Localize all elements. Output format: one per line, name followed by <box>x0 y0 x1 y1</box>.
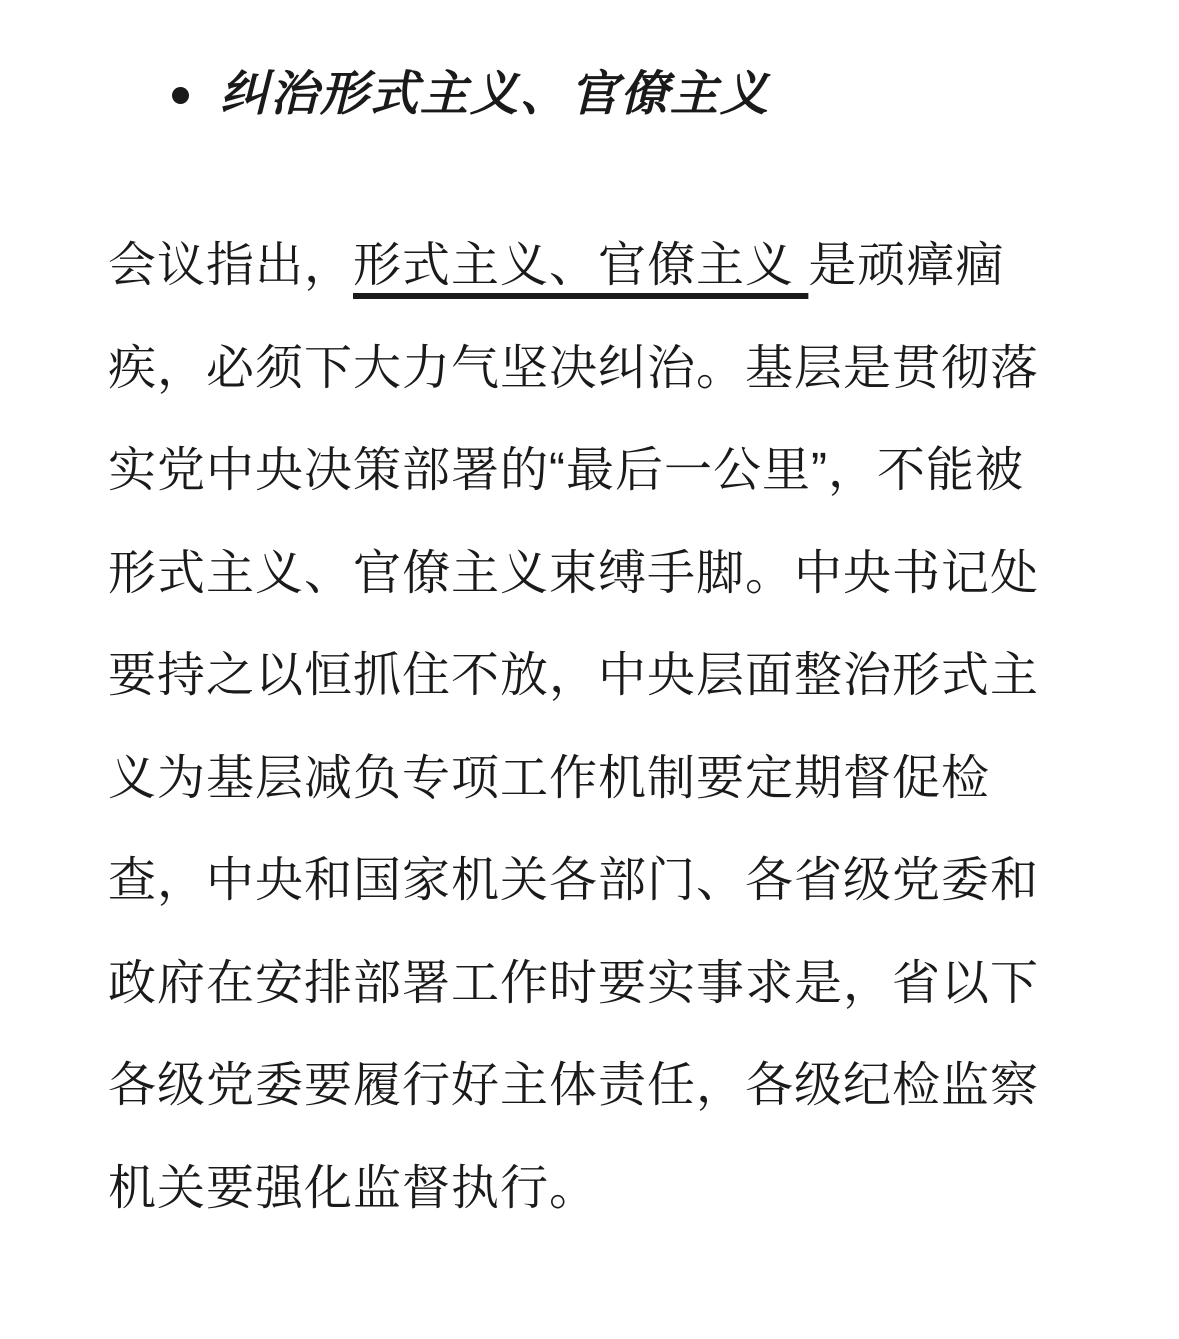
article-paragraph <box>108 215 1071 1240</box>
article-body <box>0 64 1179 1240</box>
list-bullet-icon <box>172 87 189 104</box>
underlined-term-link[interactable]: 形式主义、官僚主义 <box>353 239 809 292</box>
section-heading: 纠治形式主义、官僚主义 <box>220 68 771 121</box>
paragraph-lead-text: 会议指出， <box>108 239 354 292</box>
section-heading-row <box>172 64 1179 126</box>
paragraph-rest-text: 是顽瘴痼疾，必须下大力气坚决纠治。基层是贯彻落实党中央决策部署的“最后一公里”，不能被形式主义、官僚主义束缚手脚。中央书记处要持之以恒抓住不放，中央层面整治形式主义为基层减负专项工作机制要定期督促检查，中央和国家机关各部门、各省级党委和政府在安排部署工作时要实事求是，省以下各级党委要履行好主体责任，各级纪检监察机关要强化监督执行。 <box>108 239 1040 1215</box>
